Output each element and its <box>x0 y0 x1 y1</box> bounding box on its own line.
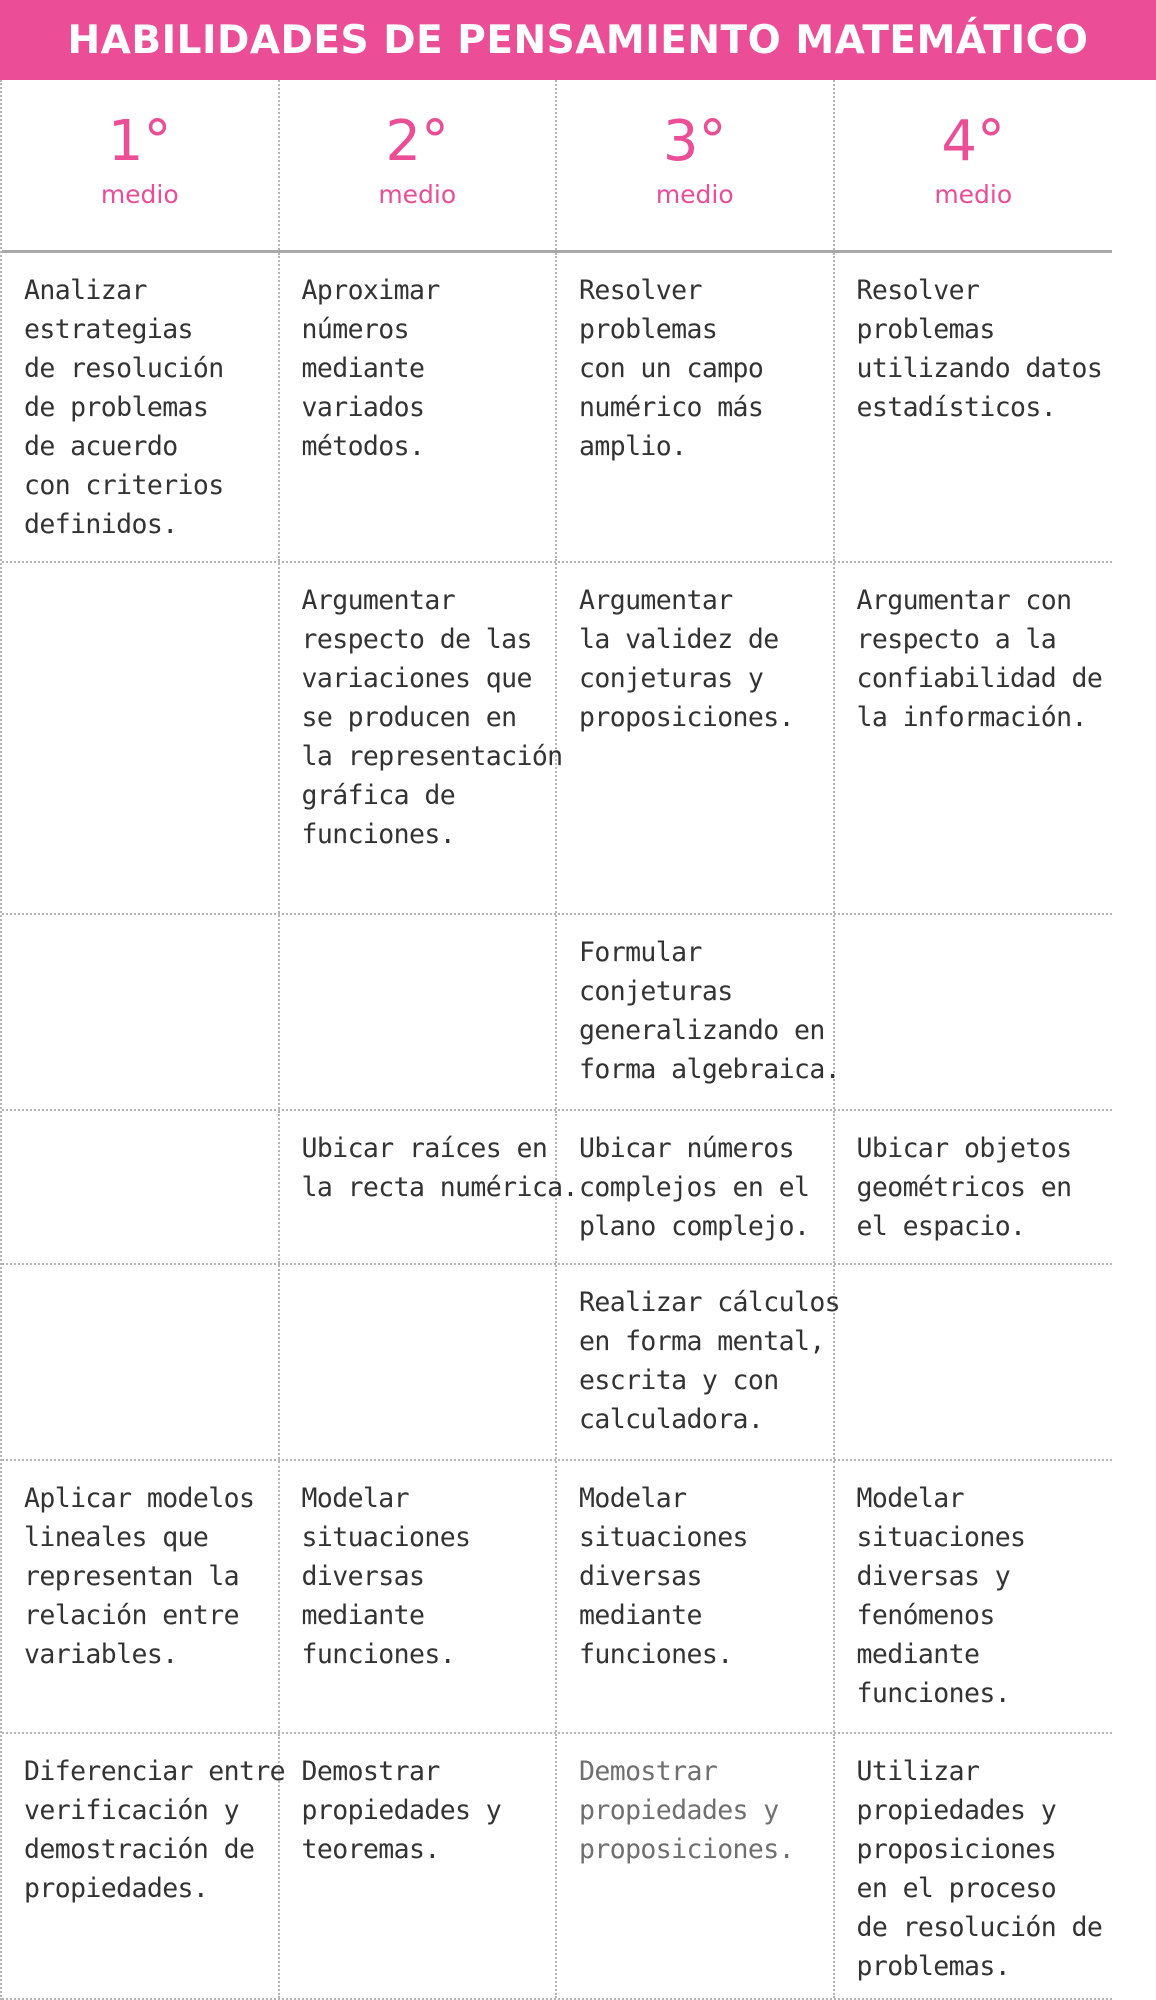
skill-cell-grade-3 <box>557 1265 841 1459</box>
skill-text-line: estadísticos. <box>856 392 1057 423</box>
skill-text-line: Analizar <box>24 275 147 306</box>
skill-cell-grade-2 <box>280 1461 558 1732</box>
skill-text-line: de resolución de <box>856 1912 1103 1943</box>
skill-text-line: plano complejo. <box>579 1211 810 1242</box>
skill-text-line: problemas <box>856 314 995 345</box>
skill-text-line: utilizando datos <box>856 353 1103 384</box>
page-title: HABILIDADES DE PENSAMIENTO MATEMÁTICO <box>67 17 1089 63</box>
skill-text-line: la representación <box>301 741 563 772</box>
skill-text-line: proposiciones <box>856 1834 1057 1865</box>
skill-text-line: demostración de <box>24 1834 255 1865</box>
skill-text-line: situaciones <box>856 1522 1026 1553</box>
skill-text-line: situaciones <box>579 1522 748 1553</box>
skill-cell-grade-2 <box>280 915 558 1109</box>
skill-text-line: con un campo <box>579 353 764 384</box>
skill-text-line: Resolver <box>579 275 702 306</box>
skill-text-line: generalizando en <box>579 1015 825 1046</box>
skill-text-line: se producen en <box>301 702 517 733</box>
skill-text-line: funciones. <box>579 1639 733 1670</box>
skill-text-line: estrategias <box>24 314 193 345</box>
skill-text-line: amplio. <box>579 431 687 462</box>
skill-cell-grade-3 <box>557 1461 835 1732</box>
skill-text-line: representan la <box>24 1561 239 1592</box>
skill-text-line: funciones. <box>856 1678 1011 1709</box>
skill-text-line: Formular <box>579 937 702 968</box>
skill-cell-grade-4 <box>835 915 1113 1109</box>
skill-text-line: verificación y <box>24 1795 239 1826</box>
skill-text-line: Diferenciar entre <box>24 1756 286 1787</box>
skill-text-line: Modelar <box>301 1483 409 1514</box>
skill-text-line: teoremas. <box>301 1834 440 1865</box>
skill-text-line: calculadora. <box>579 1404 764 1435</box>
skill-text-line: métodos. <box>301 431 425 462</box>
grade-number: 1° <box>107 109 172 174</box>
skill-text-line: la recta numérica. <box>301 1172 578 1203</box>
skill-cell-grade-2 <box>280 1734 558 1998</box>
skill-text-line: en el proceso <box>856 1873 1057 1904</box>
skill-cell-grade-1 <box>2 915 280 1109</box>
skill-cell-grade-4 <box>835 1461 1113 1732</box>
skill-cell-grade-3 <box>557 1734 835 1998</box>
skills-table <box>0 80 1112 2000</box>
skill-text-line: el espacio. <box>856 1211 1026 1242</box>
skill-text-line: de resolución <box>24 353 224 384</box>
skill-text-line: Utilizar <box>856 1756 980 1787</box>
table-row <box>2 563 1112 915</box>
grade-label: medio <box>100 180 179 209</box>
skill-text-line: con criterios <box>24 470 224 501</box>
skill-cell-grade-2 <box>280 253 558 561</box>
skill-cell-grade-4 <box>835 253 1113 561</box>
skill-text-line: proposiciones. <box>579 702 794 733</box>
skill-text-line: lineales que <box>24 1522 209 1553</box>
table-body <box>2 253 1112 2000</box>
skill-cell-grade-1 <box>2 1461 280 1732</box>
skill-text-line: propiedades. <box>24 1873 209 1904</box>
grade-number: 4° <box>941 109 1006 174</box>
skill-text-line: forma algebraica. <box>579 1054 841 1085</box>
skill-text-line: definidos. <box>24 509 178 540</box>
skill-text-line: propiedades y <box>856 1795 1057 1826</box>
skill-cell-grade-4 <box>835 1111 1113 1263</box>
skill-text-line: de problemas <box>24 392 209 423</box>
skill-text-line: numérico más <box>579 392 764 423</box>
skill-cell-grade-1 <box>2 1734 286 1998</box>
skill-text-line: diversas <box>301 1561 425 1592</box>
skill-text-line: mediante <box>856 1639 980 1670</box>
skill-text-line: Ubicar números <box>579 1133 794 1164</box>
skill-text-line: la validez de <box>579 624 779 655</box>
skill-text-line: Argumentar con <box>856 585 1072 616</box>
grade-header-2 <box>280 80 558 250</box>
skill-cell-grade-2 <box>280 1265 558 1459</box>
skill-text-line: confiabilidad de <box>856 663 1103 694</box>
skill-text-line: Aproximar <box>301 275 440 306</box>
table-row <box>2 1111 1112 1265</box>
skill-text-line: Modelar <box>579 1483 687 1514</box>
skill-cell-grade-2 <box>280 1111 578 1263</box>
table-row <box>2 915 1112 1111</box>
skill-text-line: en forma mental, <box>579 1326 825 1357</box>
skill-cell-grade-3 <box>557 253 835 561</box>
skill-text-line: Ubicar objetos <box>856 1133 1072 1164</box>
skill-text-line: números <box>301 314 409 345</box>
grade-header-1 <box>2 80 280 250</box>
skill-text-line: propiedades y <box>579 1795 779 1826</box>
skill-text-line: Realizar cálculos <box>579 1287 841 1318</box>
skill-cell-grade-1 <box>2 1111 280 1263</box>
table-row <box>2 1265 1112 1461</box>
skill-text-line: situaciones <box>301 1522 471 1553</box>
skill-text-line: gráfica de <box>301 780 456 811</box>
skill-text-line: Aplicar modelos <box>24 1483 255 1514</box>
skill-cell-grade-3 <box>557 915 841 1109</box>
skill-cell-grade-1 <box>2 253 280 561</box>
skill-cell-grade-1 <box>2 563 280 913</box>
grade-header-row <box>2 80 1112 253</box>
skill-text-line: la información. <box>856 702 1087 733</box>
skill-text-line: proposiciones. <box>579 1834 794 1865</box>
skill-text-line: diversas <box>579 1561 702 1592</box>
skill-text-line: propiedades y <box>301 1795 502 1826</box>
skill-cell-grade-4 <box>835 1734 1113 1998</box>
skill-text-line: mediante <box>301 1600 425 1631</box>
skill-text-line: Demostrar <box>301 1756 440 1787</box>
skill-cell-grade-1 <box>2 1265 280 1459</box>
skill-text-line: Modelar <box>856 1483 964 1514</box>
skill-text-line: respecto de las <box>301 624 532 655</box>
skill-text-line: problemas. <box>856 1951 1011 1982</box>
skill-text-line: respecto a la <box>856 624 1057 655</box>
skill-text-line: mediante <box>579 1600 702 1631</box>
grade-number: 2° <box>385 109 450 174</box>
skill-text-line: relación entre <box>24 1600 239 1631</box>
skill-text-line: geométricos en <box>856 1172 1072 1203</box>
skill-text-line: de acuerdo <box>24 431 178 462</box>
skill-text-line: problemas <box>579 314 718 345</box>
skill-cell-grade-4 <box>835 563 1113 913</box>
skill-cell-grade-4 <box>835 1265 1113 1459</box>
skill-text-line: Demostrar <box>579 1756 718 1787</box>
skill-text-line: Argumentar <box>579 585 733 616</box>
skill-text-line: conjeturas <box>579 976 733 1007</box>
skill-cell-grade-3 <box>557 1111 835 1263</box>
skill-text-line: funciones. <box>301 1639 456 1670</box>
skill-text-line: Argumentar <box>301 585 456 616</box>
grade-label: medio <box>378 180 457 209</box>
skill-text-line: mediante <box>301 353 425 384</box>
grade-label: medio <box>934 180 1013 209</box>
grade-header-3 <box>557 80 835 250</box>
table-row <box>2 1461 1112 1734</box>
title-banner <box>0 0 1156 80</box>
skill-text-line: diversas y <box>856 1561 1011 1592</box>
skill-text-line: escrita y con <box>579 1365 779 1396</box>
skill-cell-grade-2 <box>280 563 563 913</box>
skill-text-line: variaciones que <box>301 663 532 694</box>
skill-text-line: complejos en el <box>579 1172 810 1203</box>
skill-text-line: variados <box>301 392 425 423</box>
grade-number: 3° <box>662 109 727 174</box>
skill-text-line: funciones. <box>301 819 456 850</box>
grade-label: medio <box>655 180 734 209</box>
skill-cell-grade-3 <box>557 563 835 913</box>
skill-text-line: variables. <box>24 1639 178 1670</box>
grade-header-4 <box>835 80 1113 250</box>
skill-text-line: Ubicar raíces en <box>301 1133 548 1164</box>
table-row <box>2 1734 1112 2000</box>
table-row <box>2 253 1112 563</box>
skill-text-line: fenómenos <box>856 1600 995 1631</box>
skill-text-line: Resolver <box>856 275 980 306</box>
skill-text-line: conjeturas y <box>579 663 764 694</box>
